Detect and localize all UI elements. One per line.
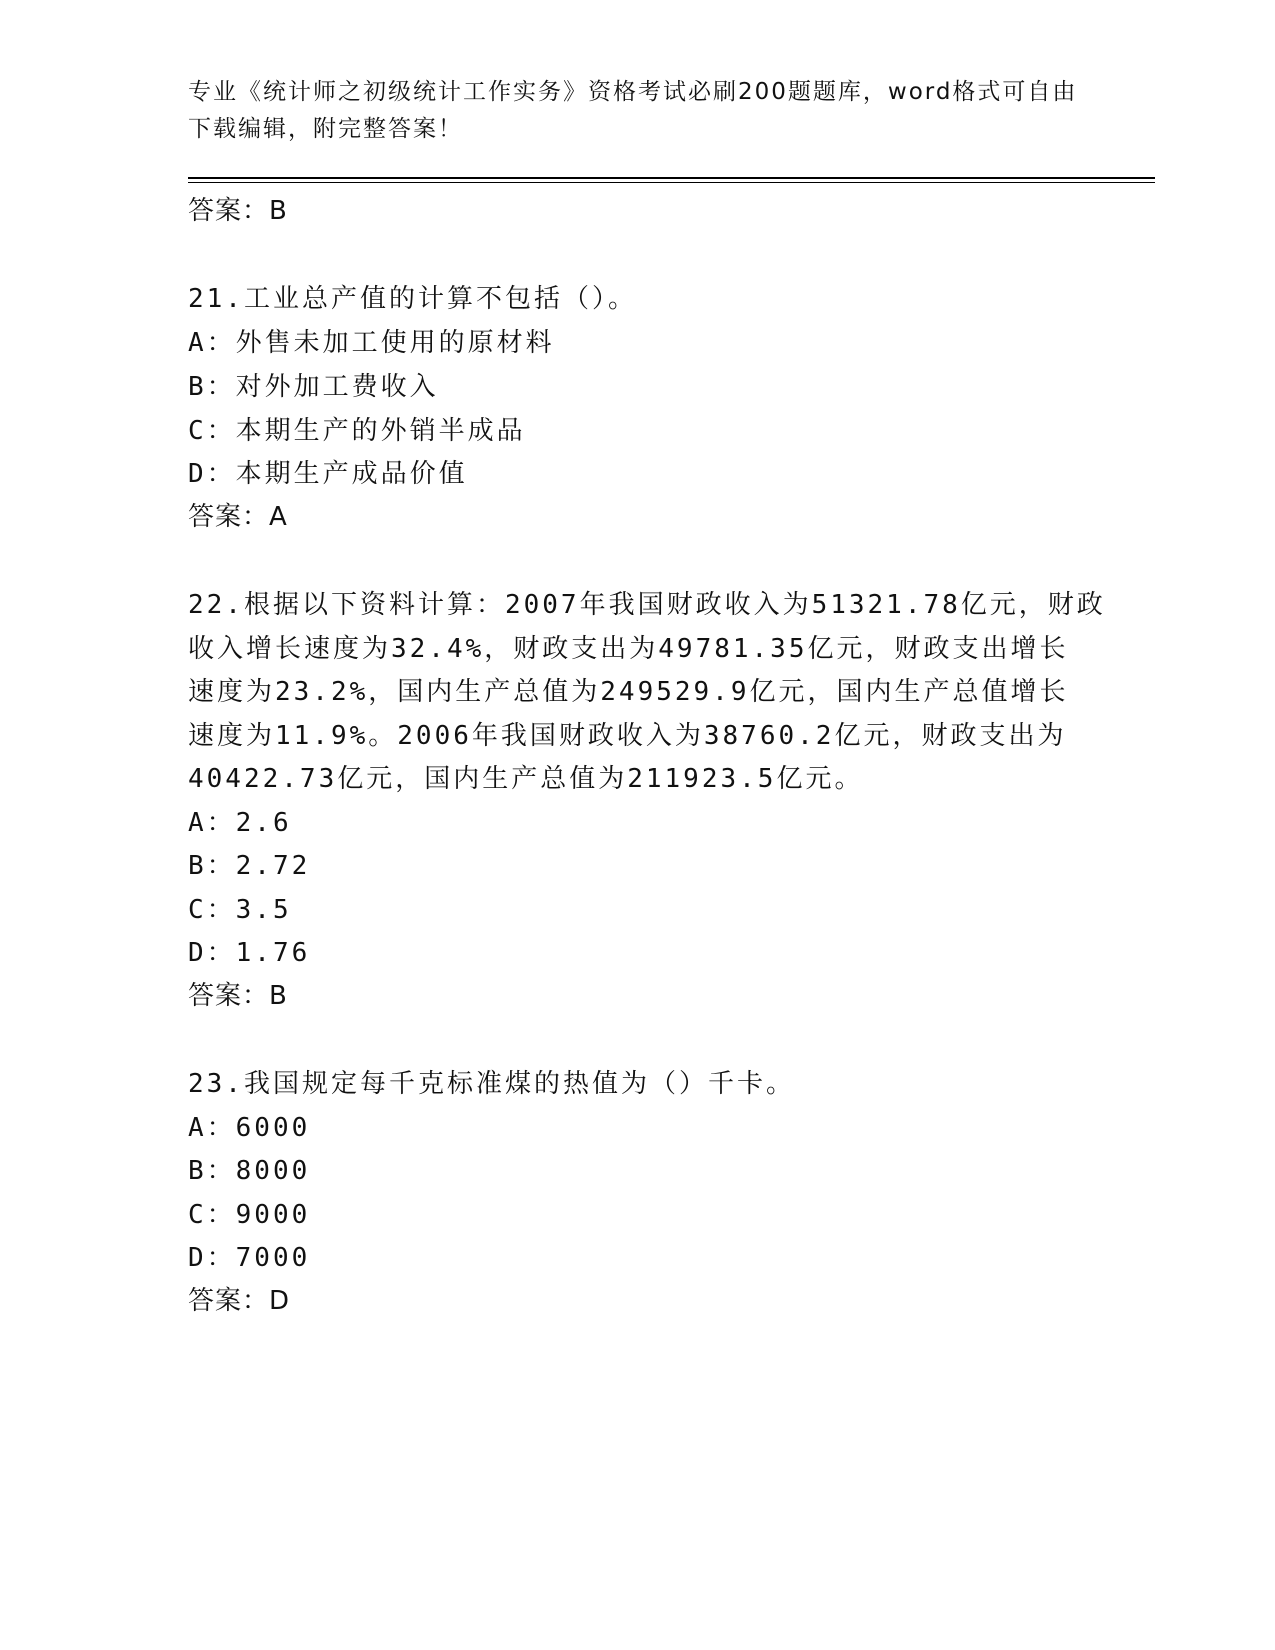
question-23-answer: 答案：D [188, 1286, 291, 1316]
question-21-option-a: A：外售未加工使用的原材料 [188, 328, 555, 358]
header-line-1: 专业《统计师之初级统计工作实务》资格考试必刷200题题库，word格式可自由 [188, 79, 1078, 105]
question-22-option-a: A：2.6 [188, 808, 292, 838]
question-22-option-c: C：3.5 [188, 895, 292, 925]
header-divider-thin [188, 182, 1155, 183]
header-line-2: 下载编辑，附完整答案！ [188, 116, 463, 142]
question-22-text-line-4: 速度为11.9%。2006年我国财政收入为38760.2亿元，财政支出为 [188, 721, 1067, 751]
question-22-text-line-1: 22.根据以下资料计算：2007年我国财政收入为51321.78亿元，财政 [188, 590, 1106, 620]
question-21-option-d: D：本期生产成品价值 [188, 459, 468, 489]
question-23-option-a: A：6000 [188, 1113, 311, 1143]
question-21-option-c: C：本期生产的外销半成品 [188, 416, 526, 446]
question-22-text-line-2: 收入增长速度为32.4%，财政支出为49781.35亿元，财政支出增长 [188, 634, 1069, 664]
question-22-option-d: D：1.76 [188, 938, 311, 968]
question-23-text: 23.我国规定每千克标准煤的热值为（）千卡。 [188, 1069, 795, 1099]
document-header [188, 74, 1088, 148]
question-22-text-line-5: 40422.73亿元，国内生产总值为211923.5亿元。 [188, 764, 864, 794]
answer-20: 答案：B [188, 196, 288, 226]
question-22-answer: 答案：B [188, 981, 288, 1011]
question-21-option-b: B：对外加工费收入 [188, 372, 439, 402]
question-23-option-c: C：9000 [188, 1200, 311, 1230]
question-21-text: 21.工业总产值的计算不包括（）。 [188, 284, 637, 314]
question-23-option-d: D：7000 [188, 1243, 311, 1273]
question-22-text-line-3: 速度为23.2%，国内生产总值为249529.9亿元，国内生产总值增长 [188, 677, 1069, 707]
header-divider-thick [188, 177, 1155, 179]
question-23-option-b: B：8000 [188, 1156, 311, 1186]
question-21-answer: 答案：A [188, 502, 288, 532]
question-22-option-b: B：2.72 [188, 851, 311, 881]
